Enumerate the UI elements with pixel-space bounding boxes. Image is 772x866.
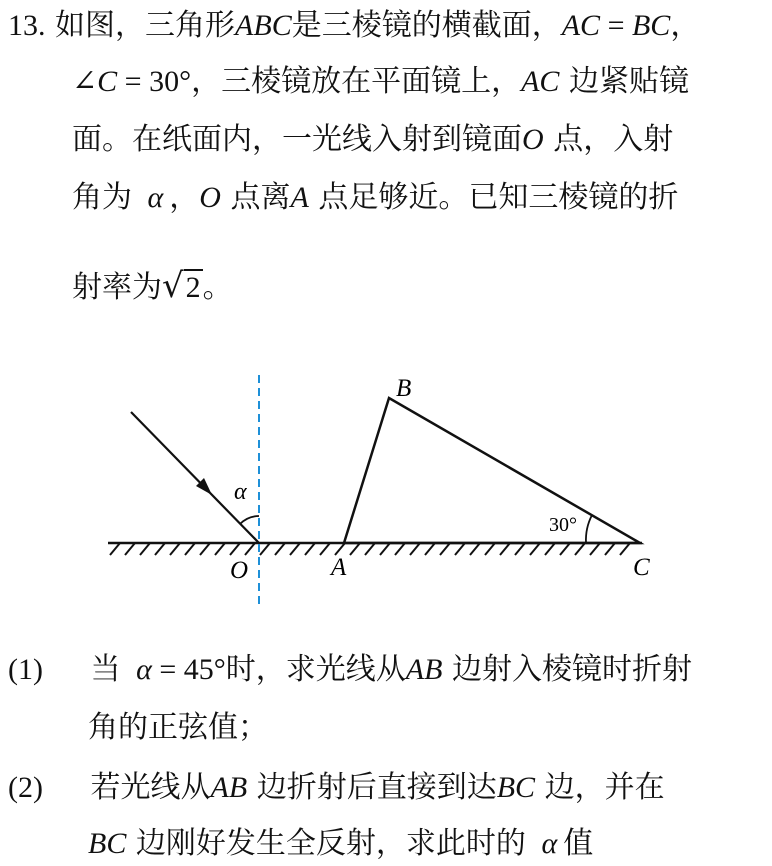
- text: A: [290, 181, 309, 214]
- text: α: [136, 653, 152, 686]
- label-30-degrees: 30°: [549, 514, 577, 536]
- mirror-hatching: [110, 543, 630, 555]
- text: α: [147, 181, 164, 214]
- text: 边刚好发生全反射，求此时的: [126, 826, 526, 861]
- text: 边射入棱镜时折射: [442, 652, 692, 687]
- text: 若光线从: [90, 770, 211, 805]
- text: ，: [169, 180, 200, 215]
- text: O: [199, 181, 221, 214]
- problem-number: 13.: [8, 9, 46, 42]
- text: 值: [563, 826, 594, 861]
- question-1-line-2: [88, 708, 268, 748]
- text: = 45°时，求光线从: [151, 653, 406, 686]
- text: 角的正弦值；: [88, 710, 268, 745]
- label-c: C: [633, 554, 650, 581]
- question-number: (1): [8, 653, 43, 686]
- label-b: B: [396, 375, 412, 402]
- text: 面。在纸面内，一光线入射到镜面: [72, 122, 522, 157]
- text: 边折射后直接到达: [247, 770, 497, 805]
- text: 当: [90, 652, 121, 687]
- label-a: A: [331, 554, 347, 581]
- text: AC: [561, 9, 601, 42]
- question-2-line-2: [88, 824, 593, 864]
- text: =: [600, 9, 632, 42]
- text: O: [522, 123, 544, 156]
- text: BC: [496, 771, 536, 804]
- text: 是三棱镜的横截面，: [291, 8, 562, 43]
- text: 角为: [72, 180, 132, 215]
- text: 点足够近。已知三棱镜的折: [308, 180, 679, 215]
- text: α: [541, 827, 558, 860]
- radical-sign: √: [162, 266, 184, 306]
- text: 射率为: [72, 270, 162, 305]
- text: C: [97, 65, 118, 98]
- text: 。: [202, 270, 233, 305]
- prism-triangle: [344, 398, 640, 543]
- question-1-line-1: [8, 650, 692, 690]
- text: ABC: [235, 9, 292, 42]
- question-number: (2): [8, 771, 43, 804]
- text: 边，并在: [535, 770, 665, 805]
- text: AB: [405, 653, 443, 686]
- text: AB: [210, 771, 248, 804]
- text: BC: [631, 9, 671, 42]
- text: ，: [670, 8, 701, 43]
- text: 如图，三角形: [55, 8, 236, 43]
- text: = 30°，三棱镜放在平面镜上，: [117, 65, 522, 98]
- question-2-line-1: [8, 768, 665, 808]
- text: 边紧贴镜: [559, 64, 689, 99]
- angle-symbol: ∠: [72, 64, 98, 99]
- text: 点离: [220, 180, 291, 215]
- alpha-arc: [240, 516, 259, 524]
- label-alpha: α: [234, 479, 247, 505]
- label-o: O: [230, 557, 249, 584]
- text: AC: [521, 65, 560, 98]
- text: 点，入射: [543, 122, 674, 157]
- text: BC: [88, 827, 127, 860]
- radicand: 2: [185, 271, 201, 304]
- angle-c-arc: [586, 515, 592, 543]
